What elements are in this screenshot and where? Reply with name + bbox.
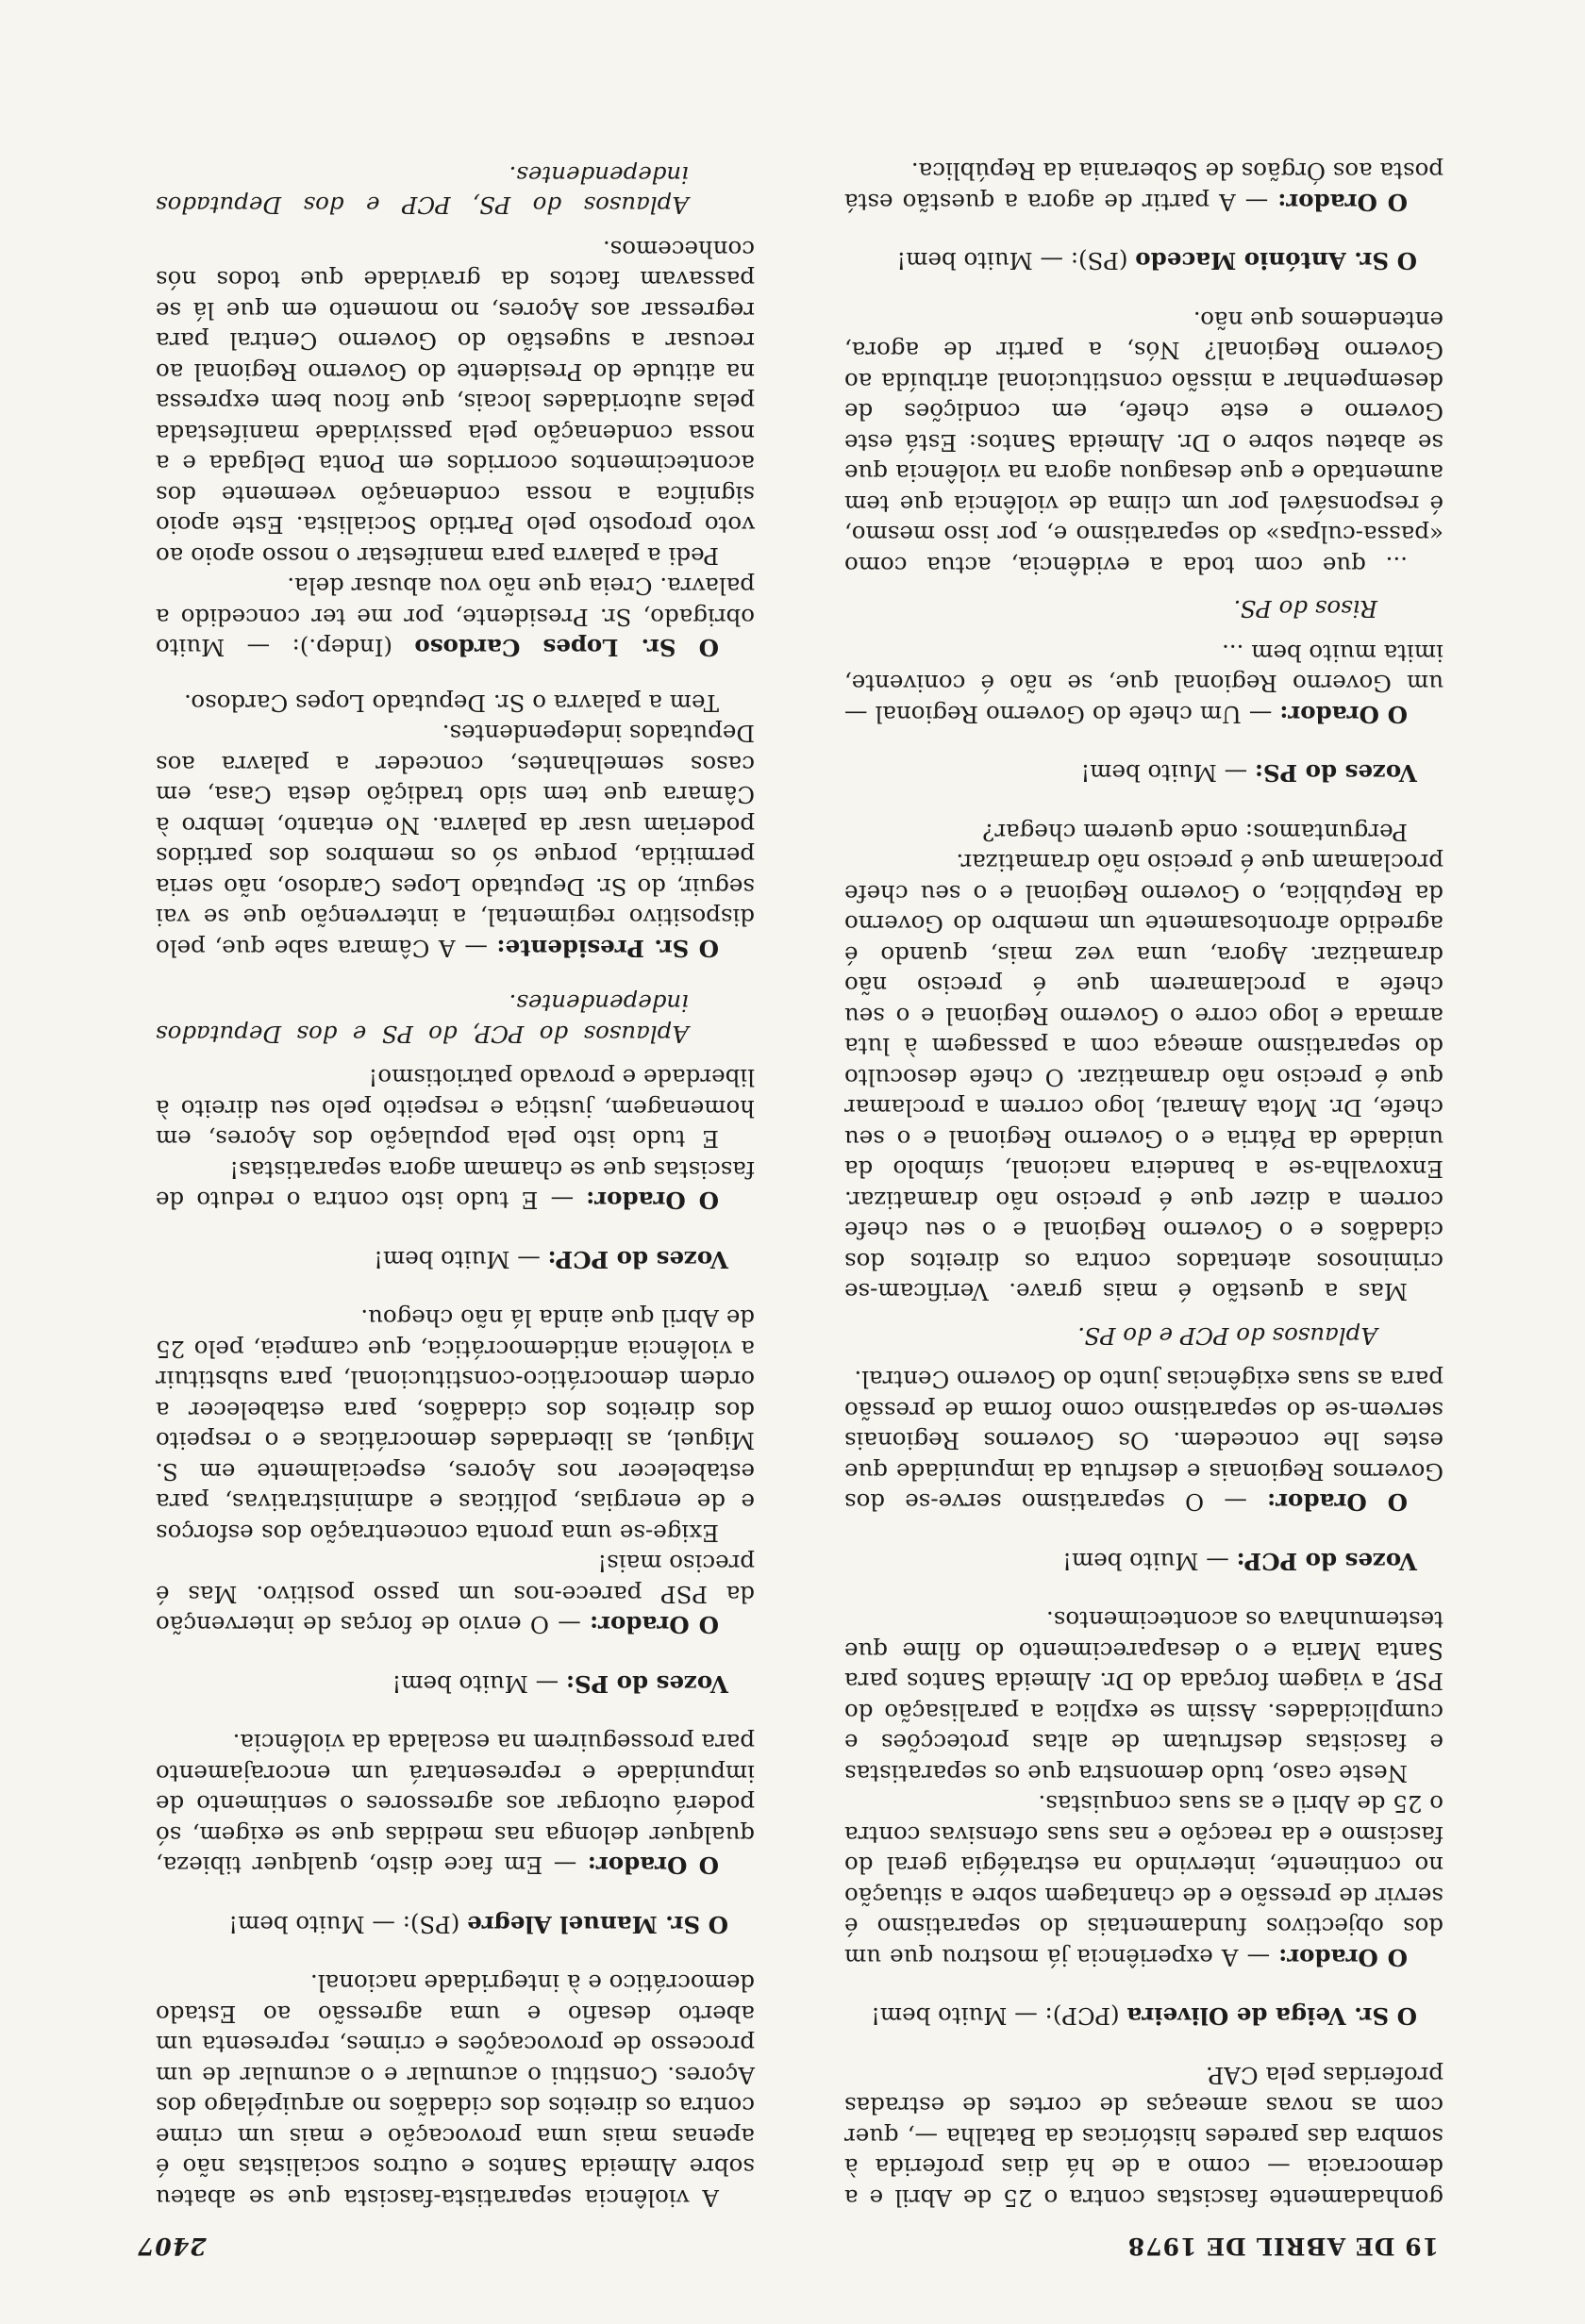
speaker-name: O Sr. Presidente: bbox=[496, 935, 719, 962]
speaker-name: O Orador: bbox=[1279, 701, 1408, 728]
right-column bbox=[156, 146, 755, 2214]
stage-direction bbox=[844, 593, 1377, 624]
speaker-name: O Sr. Lopes Cardoso bbox=[414, 634, 719, 662]
speaker-paragraph bbox=[156, 1154, 755, 1216]
paragraph-text: A violência separatista-fascista que se abateu sobre Almeida Santos e outros socialistas não é apenas mais uma provocação e mais um crime contra os direitos dos cidadãos no arquipélago dos Açores. Constitui o acumular e o acumular de um processo de provocações e crimes, representa um aberto desafio e uma agressão ao Estado democrático e à integridade nacional. bbox=[156, 1969, 755, 2212]
paragraph bbox=[844, 817, 1443, 848]
speaker-paragraph bbox=[156, 571, 755, 663]
interjection bbox=[156, 1668, 728, 1700]
paragraph-text: Aplausos do PCP, do PS e dos Deputados independentes. bbox=[156, 989, 689, 1048]
speaker-name: O Orador: bbox=[1277, 189, 1408, 216]
stage-direction bbox=[844, 1320, 1377, 1352]
paragraph-text: — A Câmara sabe que, pelo dispositivo regimental, a intervenção que se vai seguir, do Sr. Deputado Lopes Cardoso, não seria permitida, porque só os membros dos partidos poderiam usar da palavra. No entanto, lembro à Câmara que tem sido tradição desta Casa, em casos semelhantes, conceder a palavra aos Deputados independentes. bbox=[156, 720, 755, 962]
paragraph-text: E tudo isto pela população dos Açores, em homenagem, justiça e respeito pelo seu direito à liberdade e provado patriotismo! bbox=[156, 1064, 755, 1154]
speaker-name: O Sr. Veiga de Oliveira bbox=[1126, 2002, 1417, 2031]
paragraph-text: — O envio de forças de intervenção da PSP parece-nos um passo positivo. Mas é preciso mais! bbox=[155, 1550, 755, 1639]
paragraph-text: — Um chefe do Governo Regional — um Governo Regional que, se não é conivente, imita muito bem ... bbox=[843, 639, 1443, 728]
paragraph bbox=[844, 847, 1443, 1307]
paragraph-text: — Muito bem! bbox=[1080, 759, 1248, 788]
speaker-name: O Orador: bbox=[586, 1187, 719, 1215]
paragraph bbox=[156, 1062, 755, 1154]
paragraph-text: Exige-se uma pronta concentração dos esforços e de energias, políticas e administrativas, para estabelecer nos Açores, especialmente em S. Miguel, as liberdades democráticas e o respeito dos direitos dos cidadãos, para estabelecer a ordem democrático-constitucional, para substituir a violência antidemocrática, que campeia, pelo 25 de Abril que ainda lá não chegou. bbox=[156, 1304, 755, 1547]
speaker-name: O Orador: bbox=[587, 1851, 719, 1880]
speaker-name: Vozes do PS: bbox=[565, 1670, 728, 1698]
stage-direction bbox=[156, 159, 689, 221]
speaker-name: Vozes do PCP: bbox=[547, 1246, 728, 1273]
paragraph-text: Risos do PS. bbox=[1233, 595, 1377, 623]
speaker-name: O Orador: bbox=[590, 1611, 719, 1639]
speaker-paragraph bbox=[844, 1788, 1443, 1972]
paragraph bbox=[156, 1303, 755, 1548]
interjection bbox=[156, 1909, 728, 1940]
paragraph-text: Tem a palavra o Sr. Deputado Lopes Cardoso. bbox=[184, 689, 719, 717]
paragraph-text: (PCP): — Muito bem! bbox=[871, 2002, 1120, 2031]
header-date: 19 DE ABRIL DE 1978 bbox=[1126, 2233, 1439, 2260]
paragraph-text: gonhadamente fascistas contra o 25 de Abril e a democracia — como a de há dias proferida à sombra das paredes históricas da Batalha —, quer com as novas ameaças de cortes de estradas proferidas pela CAP. bbox=[844, 2062, 1443, 2212]
speaker-paragraph bbox=[156, 1548, 755, 1640]
paragraph-text: Pedi a palavra para manifestar o nosso apoio ao voto proposto pelo Partido Socialista. Este apoio significa a nossa condenação veemente dos acontecimentos ocorridos em Ponta Delgada e a nossa condenação pela passividade manifestada pelas autoridades locais, que ficou bem expressa na atitude do Presidente do Governo Regional ao recusar a sugestão do Governo Central para regressar aos Açores, no momento em que lá se passavam factos da gravidade que todos nós conhecemos. bbox=[156, 236, 755, 570]
paragraph-text: (PS): — Muito bem! bbox=[896, 247, 1128, 275]
paragraph-text: — Muito bem! bbox=[1062, 1548, 1229, 1575]
paragraph bbox=[156, 234, 755, 572]
paragraph-text: (Indep.): — Muito obrigado, Sr. Presidente, por me ter concedido a palavra. Creia que não vou abusar dela. bbox=[156, 573, 755, 662]
paragraph-text: — A experiência já mostrou que um dos objectivos fundamentais do separatismo é servir de pressão e de chantagem sobre a situação no continente, intervindo na estratégia geral do fascismo e da reacção e nas suas ofensivas contra o 25 de Abril e as suas conquistas. bbox=[844, 1790, 1443, 1971]
page-header bbox=[137, 2222, 1439, 2260]
paragraph-text: Aplausos do PS, PCP e dos Deputados independentes. bbox=[156, 161, 689, 220]
paragraph-text: Mas a questão é mais grave. Verificam-se criminosos atentados contra os direitos dos cidadãos e o Governo Regional e o seu chefe correm a dizer que é preciso não dramatizar. Enxovalha-se a bandeira nacional, símbolo da unidade da Pátria e o Governo Regional e o seu chefe, Dr. Mota Amaral, logo correm a proclamar que é preciso não dramatizar. O chefe desoculto do separatismo ameaça com a passagem à luta armada e logo corre o Governo Regional e o seu chefe a proclamarem que é preciso não dramatizar. Agora, uma vez mais, quando é agredido afrontosamente um membro do Governo da República, o Governo Regional e o seu chefe proclamam que é preciso não dramatizar. bbox=[844, 849, 1443, 1306]
interjection bbox=[844, 1546, 1417, 1577]
page-number: 2407 bbox=[137, 2233, 207, 2260]
interjection bbox=[156, 1244, 728, 1275]
paragraph bbox=[156, 688, 755, 719]
speaker-paragraph bbox=[844, 156, 1443, 217]
paragraph-text: — Muito bem! bbox=[374, 1246, 541, 1273]
interjection bbox=[844, 757, 1417, 788]
speaker-paragraph bbox=[156, 1727, 755, 1881]
speaker-name: O Sr. António Macedo bbox=[1135, 247, 1417, 275]
speaker-name: Vozes do PS: bbox=[1254, 759, 1417, 788]
paragraph-text: ... que com toda a evidência, actua como «passa-culpas» do separatismo e, por isso mesmo, é responsável por um clima de violência que tem aumentado e que desaguou agora na violência que se abateu sobre o Dr. Almeida Santos: Está este Governo e este chefe, em condições de desempenhar a missão constitucional atribuída ao Governo Regional? Nós, a partir de agora, entendemos que não. bbox=[844, 307, 1443, 579]
speaker-name: O Orador: bbox=[1267, 1488, 1408, 1517]
paragraph-text: — O separatismo serve-se dos Governos Regionais e desfruta da impunidade que estes lhe concedem. Os Governos Regionais servem-se do separatismo como forma de pressão para as suas exigências junto do Governo Central. bbox=[843, 1366, 1443, 1517]
interjection bbox=[844, 2000, 1417, 2032]
paragraph-text: Neste caso, tudo demonstra que os separatistas e fascistas desfrutam de altas protecções e cumplicidades. Assim se explica a paralisação do PSP, a viagem forçada do Dr. Almeida Santos para Santa Maria e o desaparecimento do filme que testemunhava os acontecimentos. bbox=[844, 1606, 1443, 1787]
speaker-paragraph bbox=[844, 1364, 1443, 1518]
left-column bbox=[844, 156, 1443, 2213]
paragraph-text: — Em face disto, qualquer tibieza, qualquer delonga nas medidas que se exigem, só poderá outorgar aos agressores o sentimento de impunidade e representará um encorajamento para prosseguirem na escalada da violência. bbox=[155, 1729, 755, 1880]
stage-direction bbox=[156, 988, 689, 1049]
interjection bbox=[844, 245, 1417, 276]
paragraph bbox=[844, 1604, 1443, 1788]
paragraph-text: — E tudo isto contra o reduto de fascistas que se chamam agora separatistas! bbox=[155, 1156, 755, 1215]
speaker-name: O Sr. Manuel Alegre bbox=[467, 1911, 728, 1938]
paragraph-text: Perguntamos: onde querem chegar? bbox=[982, 819, 1408, 846]
speaker-paragraph bbox=[156, 718, 755, 963]
paragraph bbox=[844, 2060, 1443, 2214]
paragraph-text: (PS): — Muito bem! bbox=[228, 1911, 460, 1938]
paragraph-text: — A partir de agora a questão está posta aos Órgãos de Soberania da República. bbox=[844, 158, 1443, 216]
paragraph-text: — Muito bem! bbox=[392, 1670, 559, 1698]
paragraph bbox=[844, 305, 1443, 581]
speaker-name: Vozes do PCP: bbox=[1236, 1548, 1417, 1575]
paragraph-text: Aplausos do PCP e do PS. bbox=[1077, 1322, 1377, 1350]
speaker-paragraph bbox=[844, 638, 1443, 730]
speaker-name: O Orador: bbox=[1278, 1944, 1408, 1971]
paragraph bbox=[156, 1967, 755, 2213]
